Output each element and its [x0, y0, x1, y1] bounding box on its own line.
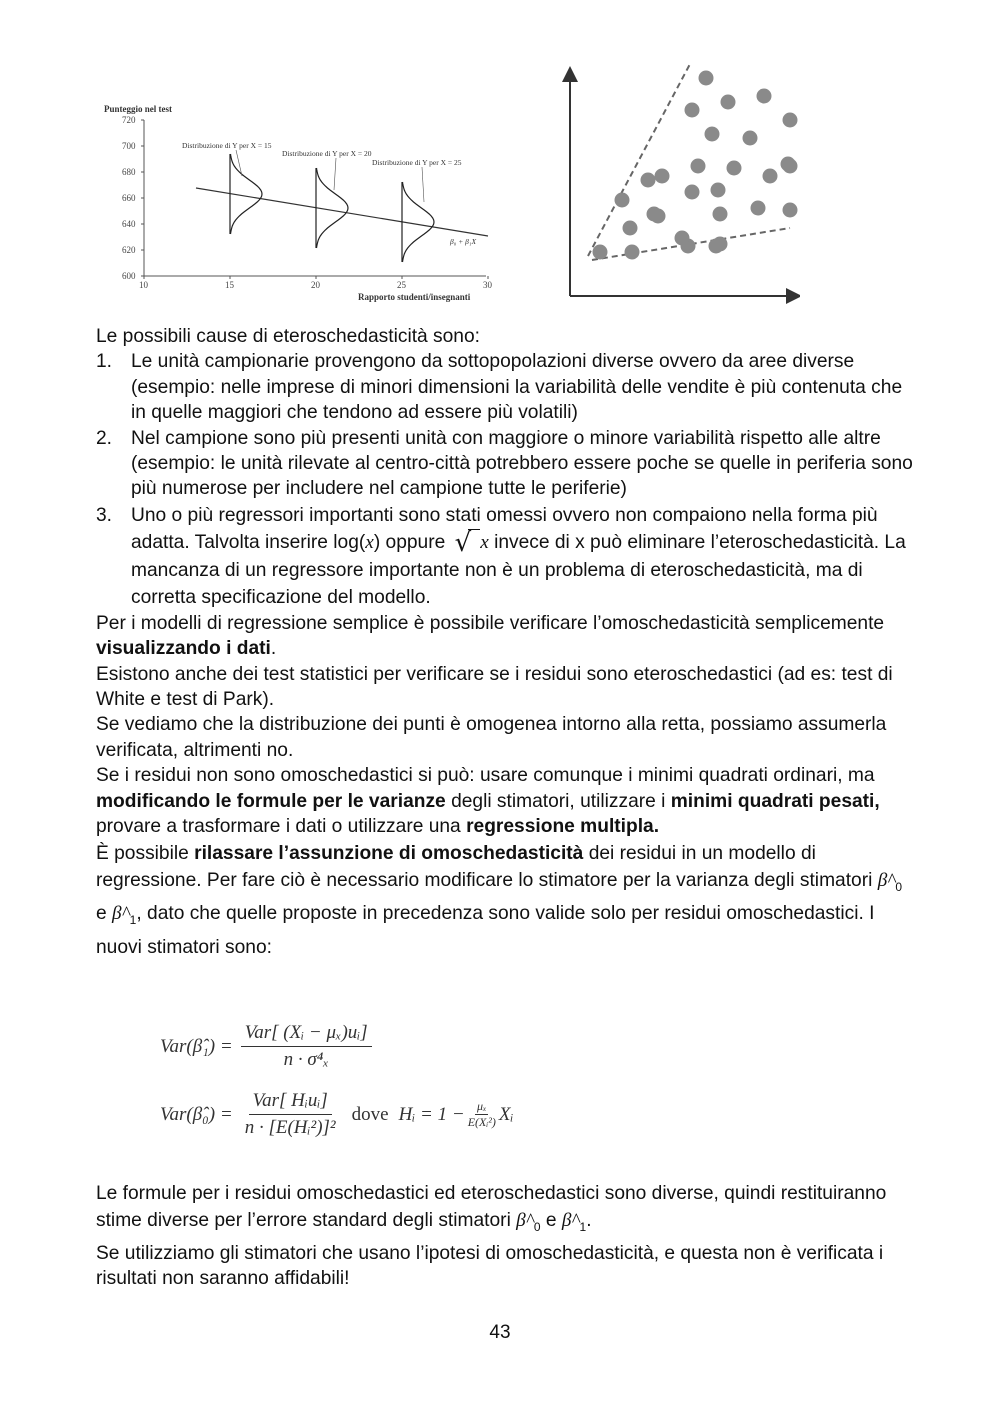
bottom-text — [96, 1180, 914, 1292]
formula-lhs: Var(β̂₁) = — [160, 1035, 233, 1057]
regression-line — [196, 188, 488, 236]
scatter-point — [763, 169, 778, 184]
sqrt-symbol: √ — [454, 527, 472, 558]
scatter-point — [655, 169, 670, 184]
y-tick-label: 700 — [122, 141, 136, 151]
scatter-point — [705, 127, 720, 142]
y-tick-label: 680 — [122, 167, 136, 177]
scatter-point — [691, 159, 706, 174]
paragraph — [96, 763, 914, 839]
sqrt-bar — [468, 529, 480, 544]
paragraph-text: Le formule per i residui omoschedastici ed eteroschedastici sono diverse, quindi restituiranno stime diverse per l’errore standard degli stimatori — [96, 1183, 887, 1231]
paragraph — [96, 840, 914, 962]
figure-ylabel: Punteggio nel test — [104, 104, 172, 114]
scatter-point — [743, 131, 758, 146]
paragraph — [96, 1180, 914, 1241]
figure-xlabel: Rapporto studenti/insegnanti — [358, 292, 471, 302]
scatter-point — [625, 245, 640, 260]
scatter-points — [593, 71, 798, 260]
heteroskedastic-scatter-figure — [560, 60, 800, 306]
paragraph-text: Se i residui non sono omoschedastici si può: usare comunque i minimi quadrati ordinari, ma — [96, 765, 875, 787]
list-item-number: 1. — [96, 351, 113, 373]
list-item-number: 3. — [96, 504, 113, 526]
scatter-point — [721, 95, 736, 110]
scatter-point — [727, 161, 742, 176]
upper-bound-line — [588, 64, 690, 256]
math-x: x — [480, 531, 489, 553]
paragraph-text: provare a trasformare i dati o utilizzare una — [96, 816, 467, 838]
fraction — [241, 1090, 340, 1139]
formula-var-beta1 — [160, 1022, 380, 1071]
conditional-distributions — [230, 154, 434, 262]
y-tick-label: 620 — [122, 245, 136, 255]
paragraph: Esistono anche dei test statistici per verificare se i residui sono eteroschedastici (ad es: test di White e test di Park). — [96, 663, 893, 711]
scatter-point — [757, 89, 772, 104]
paragraph-text: degli stimatori, utilizzare i — [445, 790, 671, 812]
bold-text: regressione multipla. — [466, 816, 660, 838]
list-item — [96, 426, 914, 502]
paragraph-text: È possibile — [96, 842, 195, 864]
x-tick-label: 30 — [483, 280, 492, 290]
scatter-point — [685, 185, 700, 200]
paragraph — [96, 611, 914, 662]
dist-label-15: Distribuzione di Y per X = 15 — [182, 141, 272, 150]
causes-intro: Le possibili cause di eteroschedasticità sono: — [96, 326, 480, 347]
paragraph-text: e — [96, 903, 113, 925]
subscript: 0 — [533, 1219, 541, 1234]
beta-hat-symbol: β^ — [112, 903, 130, 925]
dist-label-20: Distribuzione di Y per X = 20 — [282, 149, 372, 158]
list-item-text: Le unità campionarie provengono da sottopopolazioni diverse ovvero da aree diverse (esempio: nelle imprese di minori dimensioni la variabilità delle vendite è più contenuta che in quelle maggiori che tendono ad essere più volatili) — [131, 351, 903, 424]
formula-h-end: Xᵢ — [498, 1103, 514, 1125]
x-tick-labels — [139, 276, 493, 290]
subscript: 1 — [129, 913, 137, 928]
fraction-denominator: n · σ⁴ₓ — [283, 1049, 329, 1070]
list-item-text: invece di x può eliminare l’eteroschedasticità. La mancanza di un regressore importante non è un problema di eteroschedasticità, ma di corretta specificazione del modello. — [131, 531, 906, 608]
paragraph: Se vediamo che la distribuzione dei punti è omogenea intorno alla retta, possiamo assumerla verificata, altrimenti no. — [96, 714, 887, 761]
scatter-point — [615, 193, 630, 208]
fraction-numerator: Var[ Hᵢuᵢ] — [249, 1090, 332, 1115]
bold-text: rilassare l’assunzione di omoschedasticità — [194, 842, 584, 864]
paragraph-text: , dato che quelle proposte in precedenza sono valide solo per residui omoschedastici. I nuovi stimatori sono: — [96, 903, 875, 959]
subscript: 1 — [579, 1219, 587, 1234]
formula-var-beta0 — [160, 1090, 513, 1139]
y-tick-label: 660 — [122, 193, 136, 203]
fraction-numerator: Var[ (Xᵢ − μₓ)uᵢ] — [241, 1022, 372, 1047]
scatter-point — [783, 203, 798, 218]
regression-distribution-figure — [96, 96, 496, 308]
formula-h-lhs: Hᵢ = 1 − — [398, 1103, 465, 1125]
paragraph-text: . — [586, 1210, 592, 1231]
body-text — [96, 324, 914, 961]
scatter-point — [783, 113, 798, 128]
formula-dove: dove — [351, 1103, 389, 1125]
distribution-curve — [403, 182, 435, 262]
fraction-denominator: E(Xᵢ²) — [467, 1115, 496, 1129]
bold-text: minimi quadrati pesati, — [670, 790, 880, 812]
paragraph-text: . — [270, 638, 277, 660]
x-tick-label: 15 — [225, 280, 234, 290]
y-tick-label: 720 — [122, 115, 136, 125]
list-item — [96, 349, 914, 425]
fraction-denominator: n · [E(Hᵢ²)]² — [244, 1117, 336, 1138]
bold-text: modificando le formule per le varianze — [96, 790, 446, 812]
x-tick-label: 10 — [139, 280, 148, 290]
paragraph-text: dei residui in un modello di regressione. Per fare ciò è necessario modificare lo stimatore per la varianza degli stimatori — [96, 842, 878, 891]
scatter-point — [623, 221, 638, 236]
y-tick-labels — [122, 115, 144, 281]
subscript: 0 — [895, 879, 903, 894]
small-fraction — [468, 1099, 496, 1130]
paragraph: Se utilizziamo gli stimatori che usano l’ipotesi di omoschedasticità, e questa non è verificata i risultati non saranno affidabili! — [96, 1242, 884, 1290]
scatter-point — [641, 173, 656, 188]
x-tick-label: 25 — [397, 280, 406, 290]
math-x: x — [365, 531, 374, 553]
formula-lhs: Var(β̂₀) = — [160, 1103, 233, 1125]
paragraph-text: Per i modelli di regressione semplice è possibile verificare l’omoschedasticità semplicemente — [96, 612, 885, 634]
scatter-point — [699, 71, 714, 86]
variance-formulas — [160, 1016, 640, 1156]
list-item-text: Uno o più regressori importanti sono stati omessi ovvero non compaiono nella forma più adatta. Talvolta inserire log( — [131, 504, 878, 553]
scatter-point — [783, 159, 798, 174]
beta-hat-symbol: β^ — [877, 869, 896, 891]
scatter-point — [651, 209, 666, 224]
regression-line-label: β₀ + β₁X — [450, 237, 477, 246]
y-tick-label: 600 — [122, 271, 136, 281]
x-tick-label: 20 — [311, 280, 320, 290]
scatter-point — [685, 103, 700, 118]
scatter-point — [593, 245, 608, 260]
beta-hat-symbol: β^ — [561, 1210, 580, 1231]
list-item — [96, 502, 914, 611]
fraction — [241, 1022, 372, 1071]
beta-hat-symbol: β^ — [516, 1210, 534, 1231]
scatter-point — [751, 201, 766, 216]
fraction-numerator: μₓ — [477, 1099, 487, 1113]
list-item-number: 2. — [96, 427, 113, 449]
causes-list — [96, 349, 914, 610]
paragraph-text: e — [540, 1210, 562, 1231]
y-tick-label: 640 — [122, 219, 136, 229]
list-item-text: ) oppure — [373, 531, 451, 553]
scatter-point — [675, 231, 690, 246]
bold-text: visualizzando i dati — [96, 638, 271, 660]
scatter-point — [711, 183, 726, 198]
dist-label-25: Distribuzione di Y per X = 25 — [372, 158, 462, 167]
page-number: 43 — [489, 1322, 511, 1343]
list-item-text: Nel campione sono più presenti unità con maggiore o minore variabilità rispetto alle altre (esempio: le unità rilevate al centro-città potrebbero essere poche se quelle in periferia sono più numerose per includere nel campione tutte le periferie) — [131, 427, 913, 500]
scatter-point — [713, 207, 728, 222]
scatter-point — [709, 239, 724, 254]
